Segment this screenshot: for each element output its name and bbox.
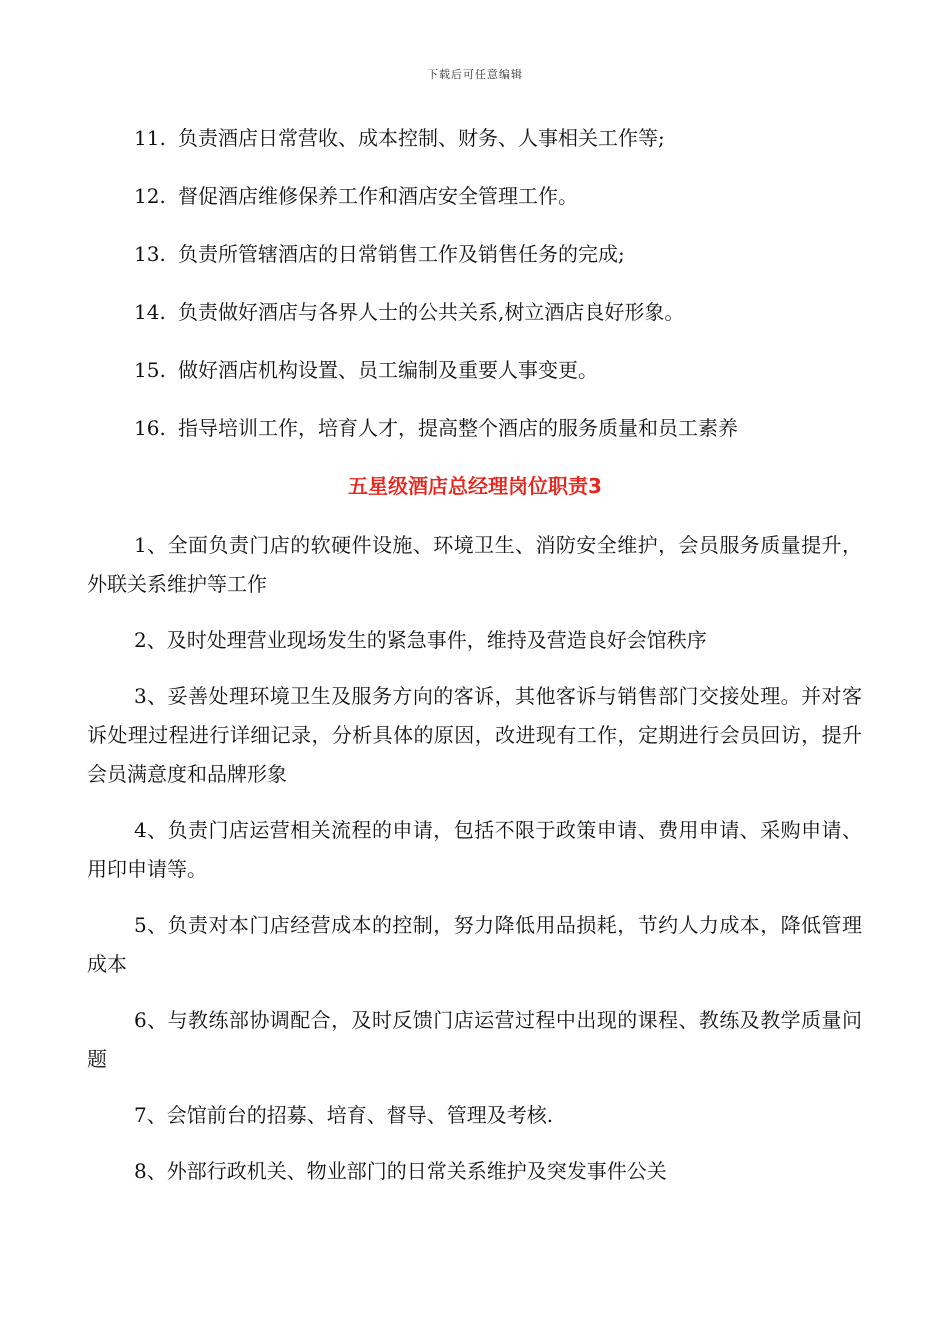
list-item-number: 11. (134, 126, 166, 150)
list-item-text: 督促酒店维修保养工作和酒店安全管理工作。 (178, 184, 578, 208)
list-item (134, 408, 894, 466)
list-item-text: 负责做好酒店与各界人士的公共关系,树立酒店良好形象。 (178, 300, 685, 324)
list-item (134, 350, 894, 408)
duty-paragraph: 3、妥善处理环境卫生及服务方向的客诉，其他客诉与销售部门交接处理。并对客诉处理过程进行详细记录，分析具体的原因，改进现有工作，定期进行会员回访，提升会员满意度和品牌形象 (87, 684, 862, 786)
duty-paragraph: 2、及时处理营业现场发生的紧急事件，维持及营造良好会馆秩序 (134, 628, 707, 652)
list-item-text: 负责酒店日常营收、成本控制、财务、人事相关工作等; (178, 126, 665, 150)
list-item-number: 16. (134, 416, 166, 440)
list-item-text: 做好酒店机构设置、员工编制及重要人事变更。 (178, 358, 598, 382)
list-item-text: 指导培训工作，培育人才，提高整个酒店的服务质量和员工素养 (178, 416, 738, 440)
duty-paragraph: 7、会馆前台的招募、培育、督导、管理及考核. (134, 1103, 554, 1127)
list-item-text: 负责所管辖酒店的日常销售工作及销售任务的完成; (178, 242, 625, 266)
duty-paragraph: 5、负责对本门店经营成本的控制，努力降低用品损耗，节约人力成本，降低管理成本 (87, 913, 862, 976)
numbered-list (134, 118, 894, 466)
duties-list (87, 526, 862, 1208)
header-note: 下载后可任意编辑 (427, 68, 523, 81)
duty-paragraph: 6、与教练部协调配合，及时反馈门店运营过程中出现的课程、教练及教学质量问题 (87, 1008, 862, 1071)
duty-paragraph: 1、全面负责门店的软硬件设施、环境卫生、消防安全维护，会员服务质量提升，外联关系维护等工作 (87, 533, 862, 596)
list-item-number: 14. (134, 300, 166, 324)
list-item-number: 12. (134, 184, 166, 208)
list-item (134, 118, 894, 176)
list-item (134, 292, 894, 350)
duty-paragraph: 8、外部行政机关、物业部门的日常关系维护及突发事件公关 (134, 1159, 667, 1183)
list-item (134, 234, 894, 292)
list-item (134, 176, 894, 234)
list-item-number: 13. (134, 242, 166, 266)
duty-paragraph: 4、负责门店运营相关流程的申请，包括不限于政策申请、费用申请、采购申请、用印申请等。 (87, 818, 862, 881)
section-title: 五星级酒店总经理岗位职责3 (348, 474, 602, 498)
list-item-number: 15. (134, 358, 166, 382)
